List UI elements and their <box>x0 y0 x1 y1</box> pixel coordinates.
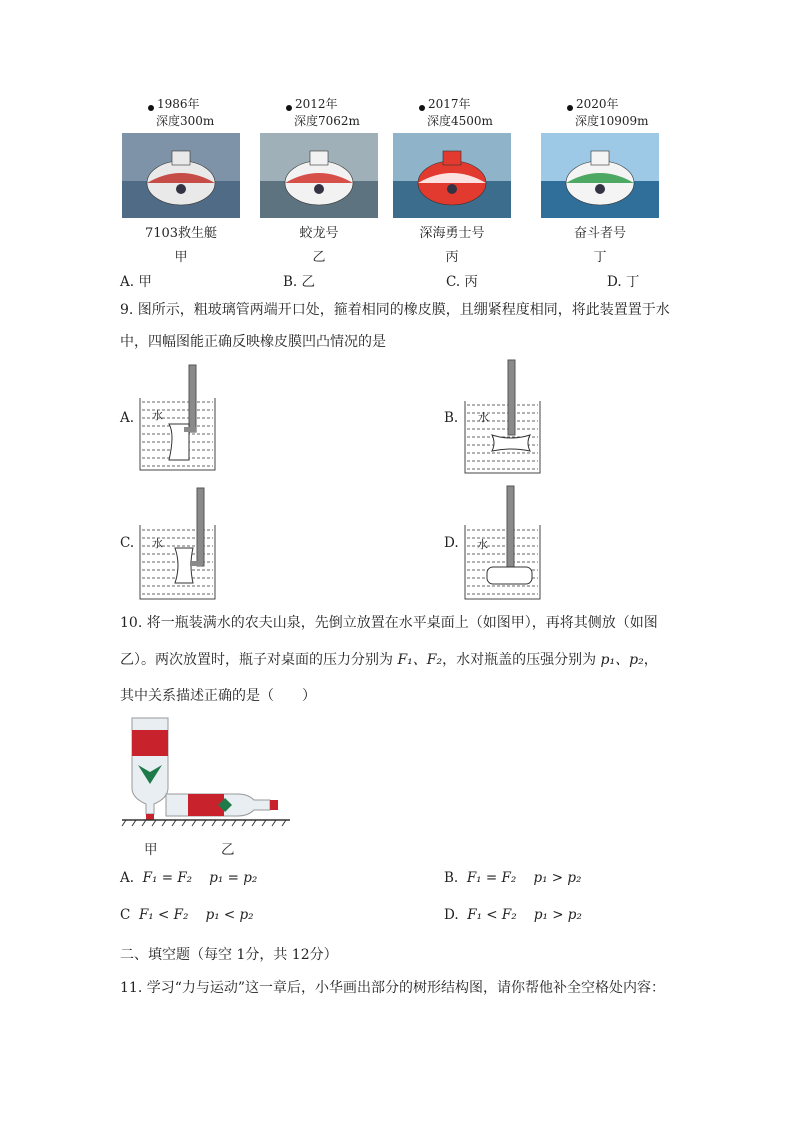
submersible-label: 丙 <box>445 250 459 265</box>
q10-line-3: 其中关系描述正确的是（ ） <box>120 688 316 704</box>
submersible-label: 乙 <box>312 250 326 265</box>
q8-option-a: A. 甲 <box>120 274 152 290</box>
q9-figure-b <box>460 355 550 475</box>
submersible-photo <box>122 133 240 218</box>
bullet-dot <box>286 105 292 111</box>
submersible-label: 甲 <box>174 250 188 265</box>
q8-option-d: D. 丁 <box>607 274 640 290</box>
q10-option-d: D. F₁ < F₂ p₁ > p₂ <box>444 907 582 923</box>
submersible-year: 2017年 <box>428 97 471 111</box>
fig-label-yi: 乙 <box>221 842 235 858</box>
submersible-photo <box>393 133 511 218</box>
submersible-year: 1986年 <box>157 97 200 111</box>
q8-option-b: B. 乙 <box>283 274 316 290</box>
water-label: 水 <box>478 411 489 424</box>
submersible-name: 深海勇士号 <box>419 226 485 241</box>
submersible-depth: 深度10909m <box>575 114 649 128</box>
submersible-name: 7103救生艇 <box>144 226 218 241</box>
q9-figure-d <box>460 483 550 603</box>
fig-label-jia: 甲 <box>144 842 158 858</box>
submersible-photo <box>541 133 659 218</box>
q9-option-c: C. <box>120 535 135 551</box>
submersible-year: 2012年 <box>295 97 338 111</box>
bullet-dot <box>567 105 573 111</box>
q9-figure-c <box>135 485 225 605</box>
bullet-dot <box>419 105 425 111</box>
q10-bottle-figure <box>118 710 293 830</box>
q9-option-b: B. <box>444 410 459 426</box>
q9-line-1: 9. 图所示，粗玻璃管两端开口处，箍着相同的橡皮膜，且绷紧程度相同，将此装置置于水 <box>120 302 670 318</box>
submersible-depth: 深度7062m <box>294 114 360 128</box>
submersible-depth: 深度4500m <box>427 114 493 128</box>
section-2-heading: 二、填空题（每空 1分，共 12分） <box>120 947 338 963</box>
water-label: 水 <box>477 538 488 551</box>
q10-option-a: A. F₁ = F₂ p₁ = p₂ <box>120 870 258 886</box>
submersible-label: 丁 <box>593 250 607 265</box>
submersible-photo <box>260 133 378 218</box>
q9-option-d: D. <box>444 535 459 551</box>
q10-option-c: C F₁ < F₂ p₁ < p₂ <box>120 907 254 923</box>
q10-line-2: 乙）。两次放置时，瓶子对桌面的压力分别为 F₁、F₂，水对瓶盖的压强分别为 p₁、p₂， <box>120 652 658 668</box>
q9-figure-a <box>135 360 225 475</box>
submersible-depth: 深度300m <box>156 114 215 128</box>
q9-option-a: A. <box>120 410 135 426</box>
q9-line-2: 中，四幅图能正确反映橡皮膜凹凸情况的是 <box>120 334 386 350</box>
submersible-name: 蛟龙号 <box>299 226 339 241</box>
submersible-year: 2020年 <box>576 97 619 111</box>
q10-option-b: B. F₁ = F₂ p₁ > p₂ <box>444 870 582 886</box>
water-label: 水 <box>152 409 163 422</box>
q8-option-c: C. 丙 <box>446 274 478 290</box>
q11-line: 11. 学习“力与运动”这一章后，小华画出部分的树形结构图，请你帮他补全空格处内容： <box>120 980 666 996</box>
submersible-name: 奋斗者号 <box>573 226 626 241</box>
q10-line-1: 10. 将一瓶装满水的农夫山泉，先倒立放置在水平桌面上（如图甲），再将其侧放（如图 <box>120 615 658 631</box>
water-label: 水 <box>152 537 163 550</box>
bullet-dot <box>148 105 154 111</box>
